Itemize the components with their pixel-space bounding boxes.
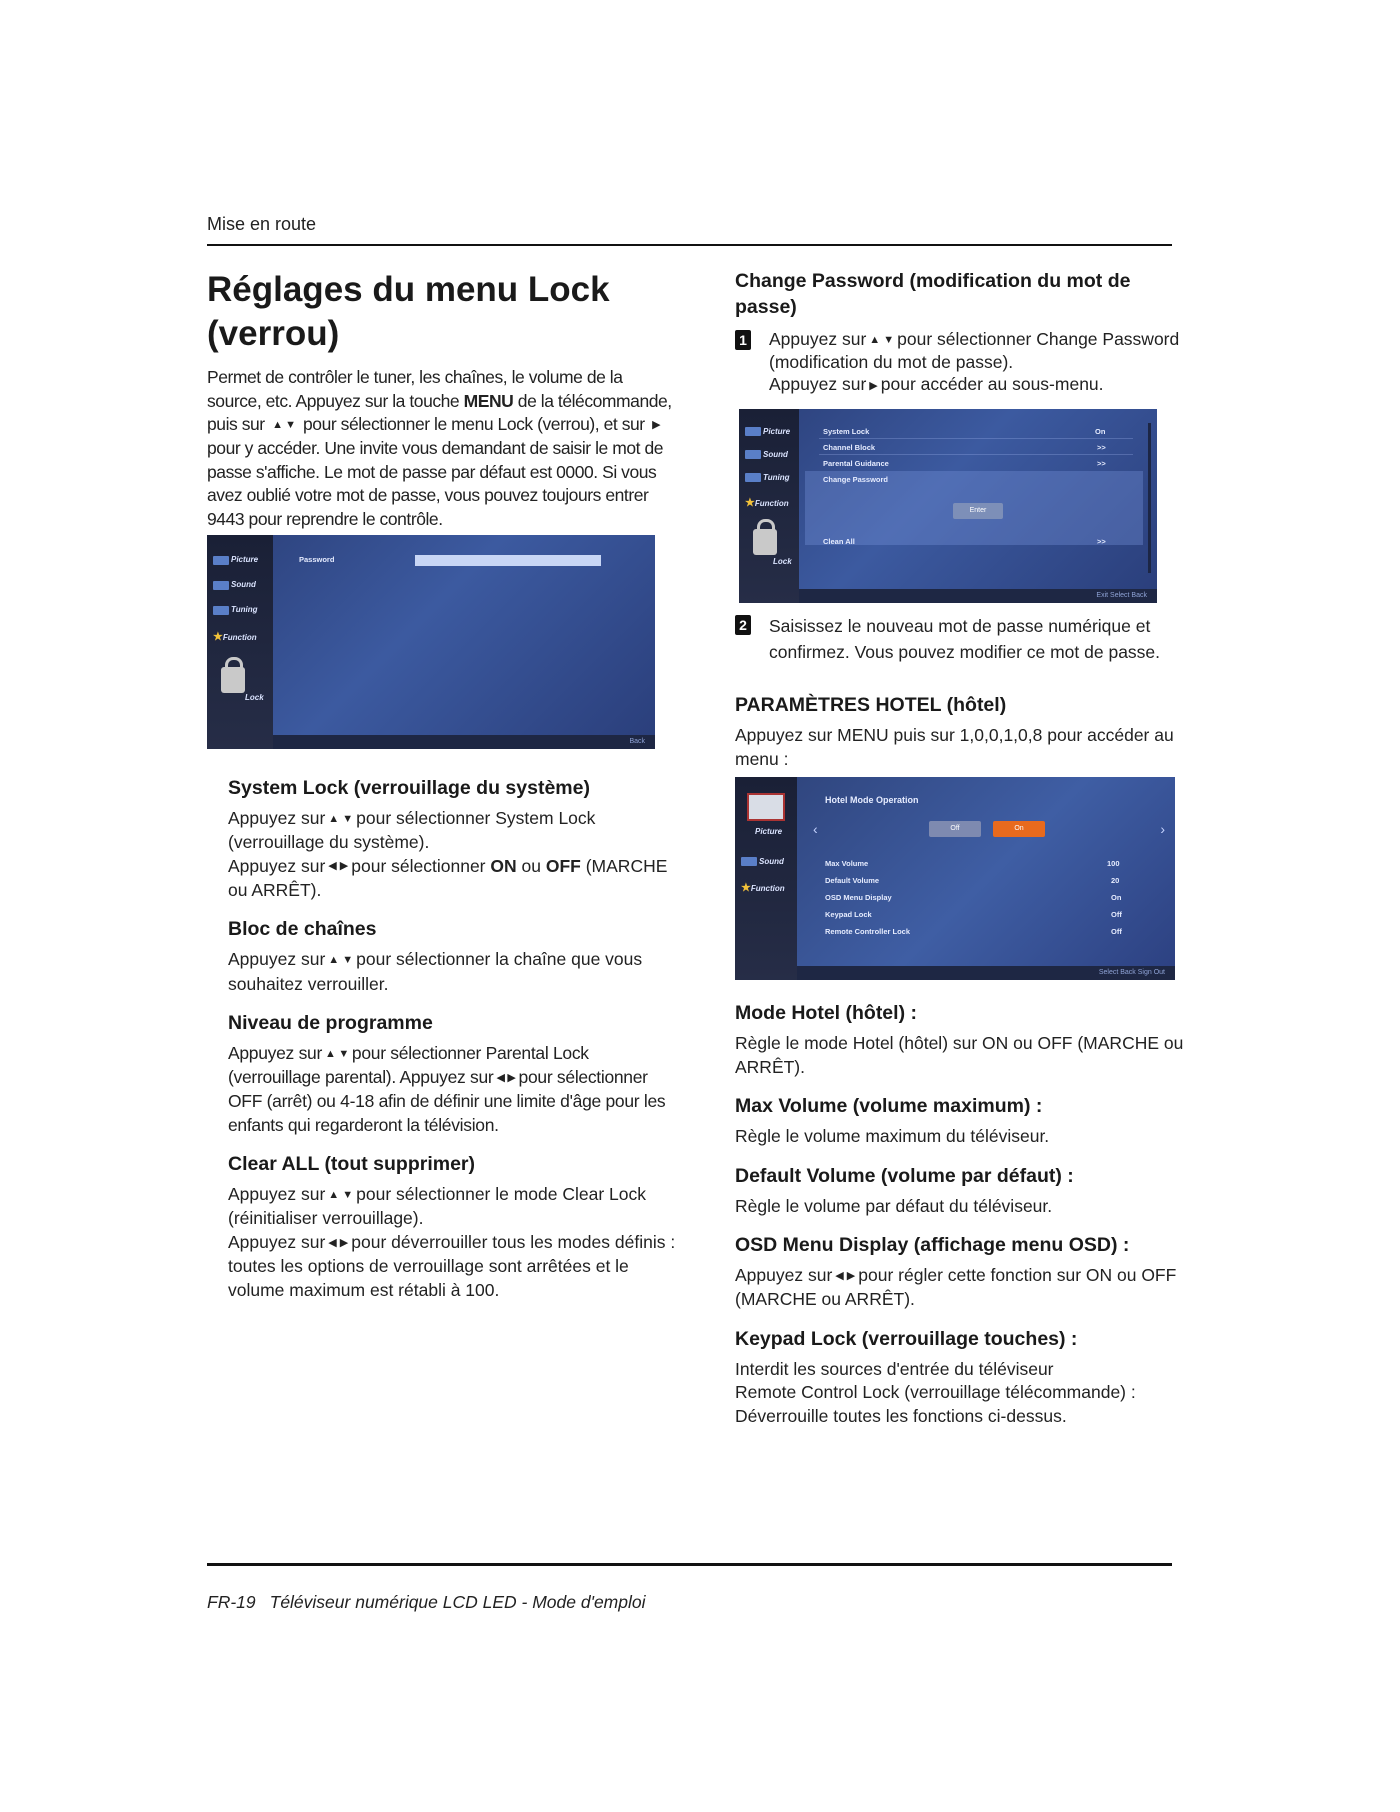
tv-row-label: Remote Controller Lock [825, 927, 911, 936]
system-lock-text: Appuyez sur ▲ ▼ pour sélectionner System Lock (verrouillage du système). Appuyez sur ◀ ▶ pour sélectionner ON ou OFF (MARCHE ou ARRÊT). [228, 808, 668, 900]
step-2 [735, 613, 1185, 665]
star-icon: ★ [213, 631, 223, 644]
clear-heading: Clear ALL (tout supprimer) [228, 1153, 476, 1176]
tv-row-label: OSD Menu Display [825, 893, 892, 902]
footer [207, 1592, 660, 1613]
tv-row-value: On [1111, 893, 1122, 902]
left-right-arrows-icon: ◀ ▶ [496, 1071, 516, 1084]
default-volume-heading: Default Volume (volume par défaut) : [735, 1164, 1074, 1187]
up-down-arrows-icon: ▲ ▼ [324, 1047, 349, 1060]
chevron-right-icon: › [1160, 821, 1165, 837]
max-volume-text: Règle le volume maximum du téléviseur. [735, 1126, 1050, 1146]
tv-row-label: System Lock [823, 426, 870, 436]
tv-menu-function: ★Function [213, 631, 257, 644]
clear-text: Appuyez sur ▲ ▼ pour sélectionner le mode Clear Lock (réinitialiser verrouillage). Appuyez sur ◀ ▶ pour déverrouiller tous les modes définis : toutes les options de verrouillage sont arrêtées et le volume maximum est rétabli à 100. [228, 1184, 676, 1300]
tv-row-value: Off [1111, 910, 1122, 919]
up-down-arrows-icon: ▲ ▼ [328, 812, 354, 825]
osd-heading: OSD Menu Display (affichage menu OSD) : [735, 1234, 1130, 1256]
star-icon: ★ [741, 882, 751, 894]
keypad-text: Interdit les sources d'entrée du téléviseur Remote Control Lock (verrouillage télécommande) : Déverrouille toutes les fonctions ci-dessus. [735, 1358, 1136, 1426]
step-1: 1 Appuyez sur ▲ ▼ pour sélectionner Change Password (modification du mot de passe). Appuyez sur ▶ pour accéder au sous-menu. [735, 328, 1185, 397]
tv-menu-sidebar: Picture Sound Tuning ★Function Lock [739, 409, 799, 603]
section-mode-hotel [735, 1000, 1185, 1079]
hotel-heading: PARAMÈTRES HOTEL (hôtel) [735, 694, 1007, 716]
tv-off-button: Off [929, 821, 981, 837]
section-default-volume [735, 1163, 1185, 1219]
change-password-screenshot [739, 409, 1157, 603]
tv-bottom-bar: Back [273, 735, 655, 749]
step-number: 2 [735, 615, 751, 635]
tv-row-label: Channel Block [823, 442, 876, 452]
footer-title: Téléviseur numérique LCD LED - Mode d'emploi [269, 1592, 646, 1612]
right-arrow-icon: ▶ [869, 379, 878, 392]
tv-password-field [415, 555, 601, 566]
tv-row-value: 20 [1111, 876, 1120, 885]
max-volume-heading: Max Volume (volume maximum) : [735, 1095, 1043, 1117]
section-niveau [228, 1010, 677, 1137]
niveau-text: Appuyez sur ▲ ▼ pour sélectionner Parental Lock (verrouillage parental). Appuyez sur ◀ ▶ pour sélectionner OFF (arrêt) ou 4-18 afin de définir une limite d'âge pour les enfants qui regarderont la télévision. [228, 1043, 666, 1135]
section-clear [228, 1151, 677, 1302]
chevron-left-icon: ‹ [813, 821, 818, 837]
star-icon: ★ [745, 496, 755, 509]
left-right-arrows-icon: ◀ ▶ [328, 860, 349, 873]
tv-bottom-bar: Exit Select Back [799, 589, 1157, 603]
left-right-arrows-icon: ◀ ▶ [328, 1236, 349, 1249]
tv-row-value: >> [1097, 442, 1106, 452]
hotel-text: Appuyez sur MENU puis sur 1,0,0,1,0,8 pour accéder au menu : [735, 725, 1174, 769]
bloc-heading: Bloc de chaînes [228, 918, 377, 941]
picture-icon [747, 793, 785, 821]
section-keypad [735, 1326, 1185, 1429]
tv-enter-button: Enter [953, 503, 1003, 519]
tv-menu-picture: Picture [213, 555, 258, 564]
lock-icon [221, 667, 245, 693]
lock-icon [753, 529, 777, 555]
tv-row-label: Parental Guidance [823, 458, 889, 468]
right-arrow-icon: ▶ [652, 418, 661, 431]
step-number: 1 [735, 330, 751, 350]
tv-row-value: >> [1097, 536, 1106, 546]
right-column-bottom [735, 692, 1185, 1442]
default-volume-text: Règle le volume par défaut du téléviseur. [735, 1195, 1053, 1216]
tv-password-label: Password [299, 555, 335, 565]
tv-row-value: >> [1097, 458, 1106, 468]
change-password-heading: Change Password (modification du mot de passe) [735, 270, 1131, 318]
tv-row-label: Default Volume [825, 876, 880, 885]
left-column [207, 268, 677, 1316]
mode-hotel-text: Règle le mode Hotel (hôtel) sur ON ou OFF (MARCHE ou ARRÊT). [735, 1033, 1184, 1077]
running-head: Mise en route [207, 214, 317, 234]
hotel-menu-screenshot [735, 777, 1175, 980]
system-lock-heading: System Lock (verrouillage du système) [228, 777, 590, 800]
up-down-arrows-icon: ▲ ▼ [869, 334, 895, 347]
tv-row-label: Max Volume [825, 859, 869, 868]
tv-row-value: On [1095, 426, 1106, 436]
tv-hotel-title: Hotel Mode Operation [825, 795, 919, 805]
keypad-heading: Keypad Lock (verrouillage touches) : [735, 1327, 1078, 1350]
tv-menu-tuning: Tuning [213, 605, 258, 614]
tv-menu-sound: Sound [213, 580, 256, 589]
tv-row-label: Clean All [823, 536, 855, 546]
tv-menu-sidebar [207, 535, 273, 749]
up-down-arrows-icon: ▲ ▼ [272, 418, 296, 431]
right-column-top [735, 268, 1185, 677]
niveau-heading: Niveau de programme [228, 1012, 433, 1034]
step-2-text: Saisissez le nouveau mot de passe numérique et confirmez. Vous pouvez modifier ce mot de passe. [769, 615, 1161, 662]
tv-menu-lock: Lock [245, 693, 264, 703]
section-bloc [228, 916, 677, 996]
mode-hotel-heading: Mode Hotel (hôtel) : [735, 1002, 917, 1024]
tv-row-value: 100 [1107, 859, 1120, 868]
footer-rule [207, 1563, 1172, 1566]
bloc-text: Appuyez sur ▲ ▼ pour sélectionner la chaîne que vous souhaitez verrouiller. [228, 949, 643, 994]
left-right-arrows-icon: ◀ ▶ [835, 1269, 856, 1282]
tv-menu-sidebar: Picture Sound ★Function [735, 777, 797, 980]
section-max-volume [735, 1093, 1185, 1149]
tv-row-label: Change Password [823, 474, 889, 484]
header-rule [207, 244, 1172, 246]
page-number: FR-19 [207, 1592, 256, 1612]
up-down-arrows-icon: ▲ ▼ [328, 1188, 354, 1201]
page-title: Réglages du menu Lock (verrou) [207, 270, 610, 353]
up-down-arrows-icon: ▲ ▼ [328, 954, 354, 966]
section-osd [735, 1232, 1185, 1312]
intro-paragraph: Permet de contrôler le tuner, les chaînes, le volume de la source, etc. Appuyez sur la touche MENU de la télécommande, puis sur ▲ ▼ pour sélectionner le menu Lock (verrou), et sur ▶ pour y accéder. Une invite vous demandant de saisir le mot de passe s'affiche. Le mot de passe par défaut est 0000. Si vous avez oublié votre mot de passe, vous pouvez toujours entrer 9443 pour reprendre le contrôle. [207, 367, 672, 529]
tv-bottom-bar: Select Back Sign Out [797, 966, 1175, 980]
tv-row-value: Off [1111, 927, 1122, 936]
osd-text: Appuyez sur ◀ ▶ pour régler cette fonction sur ON ou OFF (MARCHE ou ARRÊT). [735, 1265, 1177, 1310]
lock-password-screenshot [207, 535, 655, 749]
section-system-lock [228, 775, 677, 902]
tv-on-button: On [993, 821, 1045, 837]
tv-row-label: Keypad Lock [825, 910, 872, 919]
